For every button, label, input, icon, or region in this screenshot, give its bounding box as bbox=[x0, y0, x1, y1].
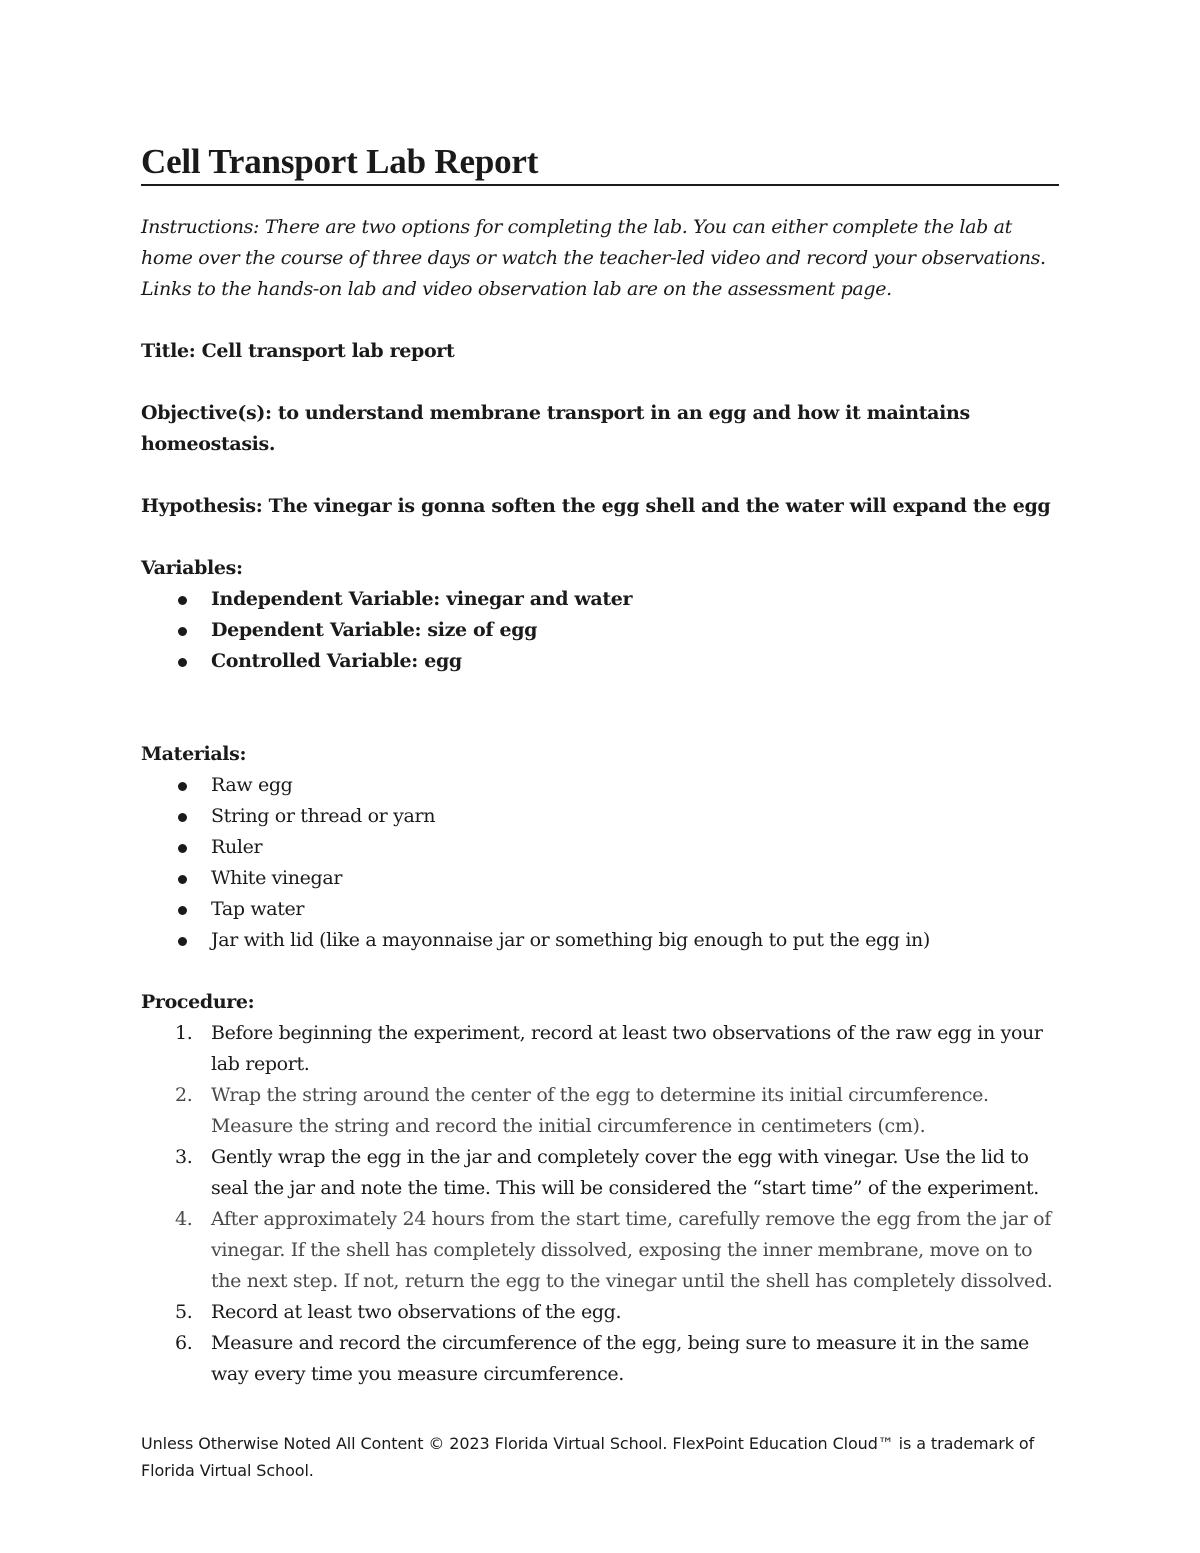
material-item: String or thread or yarn bbox=[211, 805, 436, 827]
variable-dependent: Dependent Variable: size of egg bbox=[211, 619, 538, 641]
list-item bbox=[141, 770, 1059, 801]
step-number: 3. bbox=[175, 1146, 193, 1168]
procedure-step bbox=[141, 1328, 1059, 1390]
bullet-icon bbox=[178, 658, 187, 667]
instructions-paragraph: Instructions: There are two options for completing the lab. You can either complete the lab at home over the course of three days or watch the teacher-led video and record your observations. Links to the hands-on lab and video observation lab are on the assessment page. bbox=[141, 216, 1046, 300]
materials-heading: Materials: bbox=[141, 743, 247, 765]
procedure-step bbox=[141, 1018, 1059, 1080]
procedure-step bbox=[141, 1080, 1059, 1142]
lab-report-page bbox=[141, 140, 1059, 1390]
material-item: Ruler bbox=[211, 836, 263, 858]
document-title: Cell Transport Lab Report bbox=[141, 140, 1059, 186]
spacer bbox=[141, 677, 1059, 708]
step-text: After approximately 24 hours from the start time, carefully remove the egg from the jar of vinegar. If the shell has completely dissolved, exposing the inner membrane, move on to the next step. If not, return the egg to the vinegar until the shell has completely dissolved. bbox=[211, 1208, 1053, 1292]
list-item bbox=[141, 925, 1059, 956]
variables-heading: Variables: bbox=[141, 557, 243, 579]
bullet-icon bbox=[178, 627, 187, 636]
step-text: Measure and record the circumference of the egg, being sure to measure it in the same way every time you measure circumference. bbox=[211, 1332, 1029, 1385]
procedure-step bbox=[141, 1204, 1059, 1297]
bullet-icon bbox=[178, 906, 187, 915]
bullet-icon bbox=[178, 937, 187, 946]
step-text: Record at least two observations of the egg. bbox=[211, 1301, 622, 1323]
variable-independent: Independent Variable: vinegar and water bbox=[211, 588, 633, 610]
procedure-step bbox=[141, 1297, 1059, 1328]
procedure-list bbox=[141, 1018, 1059, 1390]
material-item: White vinegar bbox=[211, 867, 343, 889]
procedure-heading: Procedure: bbox=[141, 991, 255, 1013]
step-text: Gently wrap the egg in the jar and completely cover the egg with vinegar. Use the lid to seal the jar and note the time. This will be considered the “start time” of the experiment. bbox=[211, 1146, 1039, 1199]
material-item: Tap water bbox=[211, 898, 305, 920]
bullet-icon bbox=[178, 596, 187, 605]
list-item bbox=[141, 646, 1059, 677]
step-text: Before beginning the experiment, record at least two observations of the raw egg in your lab report. bbox=[211, 1022, 1043, 1075]
material-item: Jar with lid (like a mayonnaise jar or something big enough to put the egg in) bbox=[211, 929, 930, 951]
step-number: 2. bbox=[175, 1084, 193, 1106]
bullet-icon bbox=[178, 875, 187, 884]
list-item bbox=[141, 584, 1059, 615]
list-item bbox=[141, 801, 1059, 832]
material-item: Raw egg bbox=[211, 774, 293, 796]
objective-field: Objective(s): to understand membrane transport in an egg and how it maintains homeostasis. bbox=[141, 402, 970, 455]
title-field: Title: Cell transport lab report bbox=[141, 340, 455, 362]
list-item bbox=[141, 894, 1059, 925]
bullet-icon bbox=[178, 813, 187, 822]
step-text: Wrap the string around the center of the egg to determine its initial circumference. Measure the string and record the initial circumference in centimeters (cm). bbox=[211, 1084, 989, 1137]
bullet-icon bbox=[178, 844, 187, 853]
step-number: 6. bbox=[175, 1332, 193, 1354]
bullet-icon bbox=[178, 782, 187, 791]
hypothesis-field: Hypothesis: The vinegar is gonna soften the egg shell and the water will expand the egg bbox=[141, 495, 1051, 517]
copyright-footer: Unless Otherwise Noted All Content © 2023 Florida Virtual School. FlexPoint Education Cloud™ is a trademark of Florida Virtual School. bbox=[141, 1434, 1035, 1480]
step-number: 4. bbox=[175, 1208, 193, 1230]
variable-controlled: Controlled Variable: egg bbox=[211, 650, 462, 672]
materials-list bbox=[141, 770, 1059, 956]
procedure-step bbox=[141, 1142, 1059, 1204]
list-item bbox=[141, 863, 1059, 894]
variables-list bbox=[141, 584, 1059, 677]
step-number: 1. bbox=[175, 1022, 193, 1044]
list-item bbox=[141, 832, 1059, 863]
step-number: 5. bbox=[175, 1301, 193, 1323]
list-item bbox=[141, 615, 1059, 646]
